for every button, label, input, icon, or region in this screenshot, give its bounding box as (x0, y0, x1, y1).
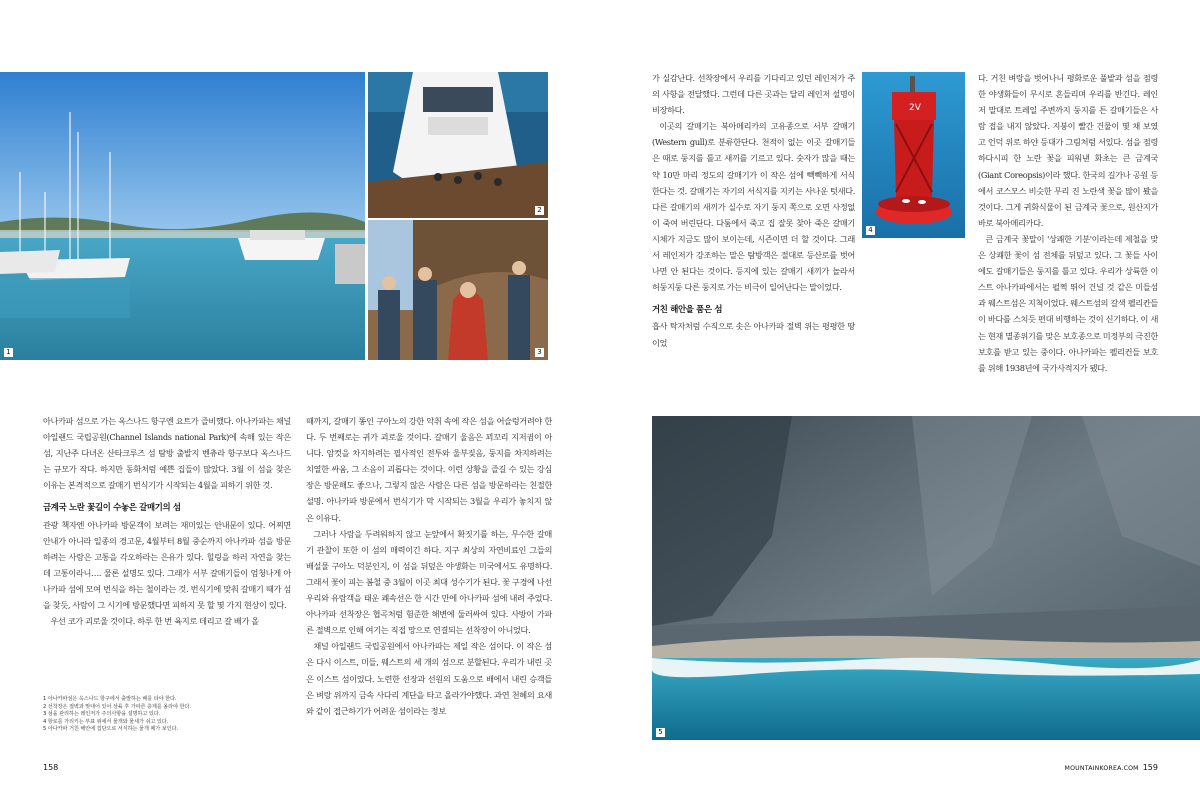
article-column-bottom-1 (43, 413, 291, 683)
site-name: MOUNTAINKOREA.COM (1064, 765, 1139, 772)
section-heading: 금계국 노란 꽃길이 수놓은 갈매기의 섬 (43, 502, 181, 513)
paragraph: 큰 금계국 꽃말이 '상쾌한 기분'이라는데 제철을 맞은 상쾌한 꽃이 섬 전체를 뒤덮고 있다. 그 꽃들 사이에도 갈매기들은 둥지를 틀고 있다. 우리가 상륙한 이스트 아나카파에서는 펄쩍 뛰어 건널 것 같은 미들섬과 웨스트섬은 지척이었다. 웨스트섬의 갈색 펠리칸들이 바다를 스치듯 편대 비행하는 것이 신기하다. 이 새는 현재 멸종위기를 맞은 보호종으로 미정부의 극진한 보호를 받고 있는 중이다. 아나카파는 펠리컨들 보호를 위해 1938년에 국가사적지가 됐다. (978, 233, 1158, 373)
paragraph: 아나카파 섬으로 가는 옥스나드 항구엔 요트가 즐비했다. 아나카파는 채널 아일랜드 국립공원(Channel Islands national Park)에 속해 있는 작은 섬, 지난주 다녀온 산타크루즈 섬 탐방 출발지 벤츄라 항구보다 옥스나드는 규모가 작다. 하지만 동화처럼 예쁜 집들이 많았다. 3월 이 섬을 찾은 이유는 본격적으로 갈매기 번식기가 시작되는 4월을 피하기 위한 것. (43, 416, 291, 491)
caption: 3 섬을 관리하는 레인저가 주의사항을 설명하고 있다. (43, 711, 161, 718)
page-number-right: 159 (1142, 763, 1158, 772)
ferry-boat-photo (368, 72, 548, 218)
photo-number: 2 (535, 206, 544, 215)
photo-number: 5 (656, 728, 665, 737)
paragraph: 채널 아일랜드 국립공원에서 아나카파는 제일 작은 섬이다. 이 작은 섬은 다시 이스트, 미들, 웨스트의 세 개의 섬으로 분할된다. 우리가 내린 곳은 이스트 섬이었다. 노련한 선장과 선원의 도움으로 배에서 내린 승객들은 벼랑 위까지 금속 사다리 계단을 타고 올라가야했다. 과연 천혜의 요새와 같이 접근하기가 어려운 섬이라는 정보 (306, 641, 552, 716)
hikers-group-photo (368, 220, 548, 360)
svg-text:2V: 2V (909, 103, 921, 113)
page-footer-right (1065, 763, 1158, 772)
caption: 1 아나카파섬은 옥스나드 항구에서 출발하는 배를 타야 한다. (43, 696, 177, 702)
paragraph: 우선 코가 괴로울 것이다. 하루 한 번 육지로 데리고 갈 배가 올 (50, 616, 259, 627)
paragraph: 가 실감난다. 선착장에서 우리를 기다리고 있던 레인저가 주의 사항을 전달했다. 그런데 다른 곳과는 달리 레인저 설명이 비장하다. (652, 73, 855, 116)
photo-number: 3 (535, 348, 544, 357)
sea-cliff-coast-photo (652, 416, 1200, 740)
photo-number: 4 (866, 226, 875, 235)
caption: 5 아나카파 거친 해안에 집단으로 서식하는 물개 떼가 보인다. (43, 726, 179, 733)
paragraph: 이곳의 갈매기는 북아메리카의 고유종으로 서부 갈매기(Western gull)로 분류한단다. 천적이 없는 이곳 갈매기들은 때로 둥지를 틀고 새끼를 기르고 있다. 숫자가 많을 때는 약 10만 마리 정도의 갈매기가 이 작은 섬에 빽빽하게 서식한다는 것. 갈매기는 자기의 서식지를 지키는 사나운 텃새다. 다른 갈매기의 새끼가 실수로 자기 둥지 쪽으로 오면 사정없이 죽여 버린단다. 다툼에서 죽고 집 잘못 찾아 죽은 갈매기 시체가 지금도 많이 보이는데, 시즌이면 더 할 것이다. 그래서 레인저가 강조하는 말은 탐방객은 절대로 등산로를 벗어나면 안 된다는 것이다. 등지에 있는 갈매기 새끼가 놀라서 허둥지둥 다른 둥지로 가는 비극이 일어난다는 말이었다. (652, 121, 855, 293)
paragraph: 그러나 사람을 두려워하지 않고 눈앞에서 확짓기를 하는, 무수한 갈매기 관찰이 또한 이 섬의 매력이긴 하다. 지구 최상의 자연비료인 그들의 배설물 구아노 덕분인지, 이 섬을 뒤덮은 야생화는 미국에서도 유명하다. 그래서 꽃이 피는 봄철 중 3월이 이곳 최대 성수기가 된다. 꽃 구경에 나선 우리와 유람객을 태운 쾌속선은 한 시간 만에 아나카파 섬에 내려 주었다. 아나카파 선착장은 협곡처럼 험준한 해변에 둘러싸여 있다. 사방이 가파른 절벽으로 인해 여기는 직접 망으로 연결되는 선착장이 아니었다. (306, 528, 552, 636)
article-column-top-2 (978, 70, 1158, 373)
caption: 2 선착장은 절벽과 맞대어 있어 상륙 후 가파른 층계를 올라야 한다. (43, 703, 191, 710)
section-heading: 거친 해안을 품은 섬 (652, 304, 723, 315)
paragraph: 흡사 탁자처럼 수직으로 솟은 아나카파 절벽 위는 평평한 땅이었 (652, 321, 855, 348)
article-column-bottom-2 (306, 413, 552, 743)
page-number-left: 158 (43, 763, 59, 772)
paragraph: 다. 거친 벼랑을 벗어나니 평화로운 풀밭과 섬을 점령한 야생화들이 무시로 흔들리며 우리를 반긴다. 레인저 말대로 트레일 주변까지 둥지를 튼 갈매기들은 사람 접을 내지 않았다. 지붕이 빨간 건물이 몇 채 보였고 언덕 위로 하얀 등대가 그림처럼 서있다. 섬을 점령하다시피 한 노란 꽃을 피워낸 화초는 큰 금계국(Giant Coreopsis)이라 했다. 한국의 길가나 공원 등에서 코스모스 비슷한 무리 진 노란색 꽃을 많이 봤을 것이다. 그게 귀화식물이 된 금계국 꽃으로, 원산지가 바로 북아메리카다. (978, 73, 1158, 228)
caption: 4 항로를 가리키는 부표 위에서 물개와 물새가 쉬고 있다. (43, 718, 169, 725)
red-buoy-photo (862, 72, 965, 238)
paragraph: 관광 책자엔 아나카파 방문객이 보려는 재미있는 안내문이 있다. 어찌면 안내가 아니라 일종의 경고문, 4월부터 8월 중순까지 아나카파 섬을 방문하려는 사람은 고통을 각오하라는 은유가 있다. 힐링을 하러 자연을 찾는데 고통이라니…. 물론 설명도 있다. 그래가 서부 갈매기들이 엄청나게 아나카파 섬에 모여 번식을 하는 철이라는 것. 번식기에 맞춰 갈매기 때가 섬을 찾듯, 사람이 그 시기에 방문했다면 피하지 못 할 몇 가지 현상이 있다. (43, 519, 291, 611)
photo-number: 1 (4, 348, 13, 357)
paragraph: 때까지, 갈매기 똥인 구아노의 강한 악취 속에 작은 섬을 어슬렁거려야 한다. 두 번째로는 귀가 괴로울 것이다. 갈매기 울음은 꾀꼬리 지저귐이 아니다. 암컷을 차지하려는 필사적인 전투와 울부짖음, 둥지를 차지하려는 치열한 싸움, 그 소음이 괴롭다는 것이다. 이런 상황을 즐길 수 있는 강심장은 방문해도 좋으나, 그렇지 않은 사람은 다른 섬을 방문하라는 친절한 설명. 아나카파 방문에서 번식기가 막 시작되는 3월을 우리가 놓치지 않은 이유다. (306, 416, 552, 523)
photo-captions (43, 696, 303, 734)
harbor-sailboats-photo (0, 72, 365, 360)
article-column-top-1 (652, 70, 855, 366)
